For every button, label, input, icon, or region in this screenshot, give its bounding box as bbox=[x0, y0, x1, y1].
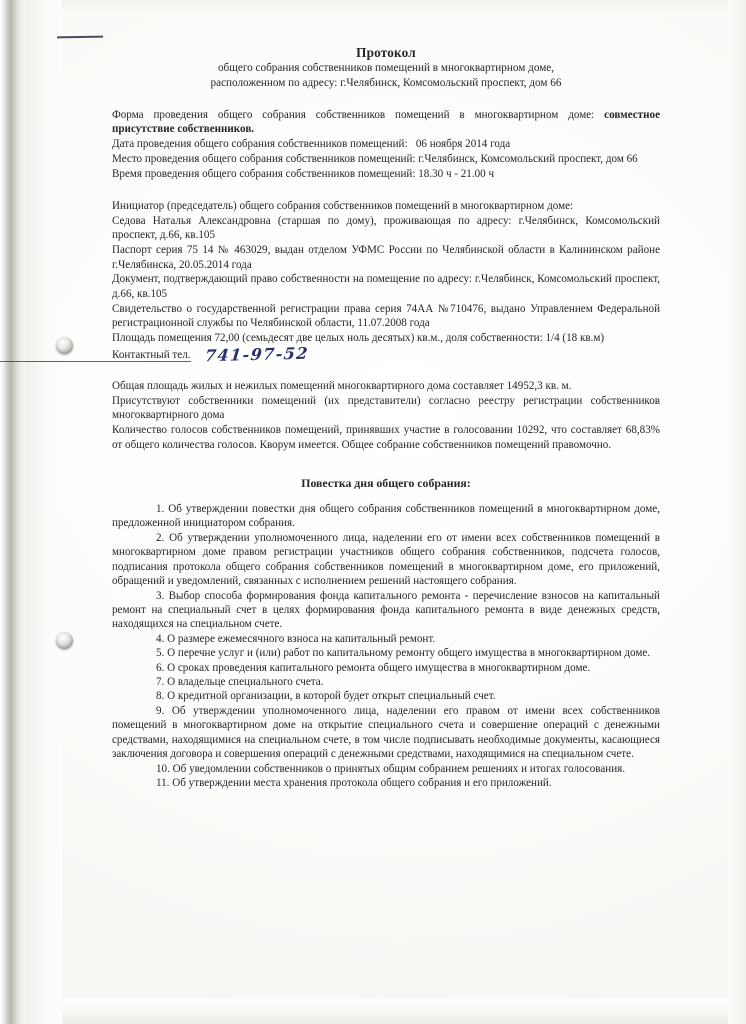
document-subtitle-line1: общего собрания собственников помещений в многоквартирном доме, bbox=[217, 62, 555, 75]
agenda-item-text: Об утверждении уполномоченного лица, наделении его от имени всех собственников помещений в многоквартирном доме правом регистрации участников общего собрания собственников, подсчета голосов, подписания протокола общего собрания собственников помещений в многоквартирном доме, его приложений, обращений и уведомлений, связанных с исполнением решений настоящего собрания. bbox=[112, 531, 660, 588]
meeting-date-row bbox=[112, 137, 660, 151]
meeting-details-block bbox=[112, 108, 660, 182]
agenda-item-text: О кредитной организации, в которой будет открыт специальный счет. bbox=[164, 690, 496, 703]
contact-phone-label: Контактный тел. bbox=[112, 348, 191, 361]
meeting-form-label: Форма проведения общего собрания собственников помещений в многоквартирном доме: bbox=[112, 108, 595, 121]
agenda-item bbox=[112, 762, 660, 776]
meeting-form-row bbox=[112, 108, 660, 137]
hole-punch-icon bbox=[56, 632, 73, 649]
agenda-item-number: 7. bbox=[156, 676, 165, 689]
agenda-item-number: 10. bbox=[156, 762, 170, 775]
meeting-time-value: 18.30 ч - 21.00 ч bbox=[418, 167, 495, 180]
agenda-item-number: 5. bbox=[156, 647, 165, 660]
meeting-place-row bbox=[112, 152, 660, 166]
agenda-item bbox=[112, 531, 660, 589]
agenda-item-number: 1. bbox=[156, 502, 165, 515]
page-title: Протокол bbox=[356, 45, 416, 60]
agenda-item-number: 2. bbox=[156, 531, 165, 544]
meeting-time-label: Время проведения общего собрания собственников помещений: bbox=[112, 167, 416, 180]
agenda-item bbox=[112, 646, 660, 660]
agenda-item-text: Об уведомлении собственников о принятых общим собранием решениях и итогах голосования. bbox=[169, 762, 626, 775]
meeting-date-value: 06 ноября 2014 года bbox=[415, 138, 511, 151]
meeting-date-label: Дата проведения общего собрания собственников помещений: bbox=[112, 138, 408, 151]
agenda-item-number: 8. bbox=[156, 690, 165, 703]
initiator-block bbox=[112, 199, 660, 366]
agenda-item-number: 11. bbox=[156, 777, 170, 789]
agenda-heading: Повестка дня общего собрания: bbox=[301, 475, 471, 490]
contact-phone-handwritten-value: 741-97-52 bbox=[203, 343, 310, 366]
contact-phone-underline bbox=[0, 348, 191, 362]
initiator-intro: Инициатор (председатель) общего собрания собственников помещений в многоквартирном доме: bbox=[112, 199, 574, 212]
meeting-place-value: г.Челябинск, Комсомольский проспект, дом 66 bbox=[418, 152, 638, 165]
agenda-list bbox=[112, 502, 660, 790]
votes-row: Количество голосов собственников помещений, принявших участие в голосовании 10292, что составляет 68,83% от общего количества голосов. Кворум имеется. Общее собрание собственников помещений правомочно. bbox=[112, 424, 660, 451]
attendance-row: Присутствуют собственники помещений (их представители) согласно реестру регистрации собственников многоквартирного дома bbox=[112, 394, 660, 422]
agenda-item-text: Выбор способа формирования фонда капитального ремонта - перечисление взносов на капитальный ремонт на специальный счет в целях формирования фонда капитального ремонта в виде денежных средств, находящихся на специальном счете. bbox=[112, 589, 660, 631]
agenda-item-text: О размере ежемесячного взноса на капитальный ремонт. bbox=[164, 632, 436, 645]
meeting-form-value: совместное присутствие собственников. bbox=[112, 108, 660, 136]
agenda-item bbox=[112, 776, 660, 790]
agenda-item-text: О владельце специального счета. bbox=[164, 676, 324, 689]
agenda-item-number: 4. bbox=[156, 632, 165, 645]
paper-edge-right bbox=[728, 0, 746, 1024]
contact-phone-row bbox=[112, 343, 660, 366]
agenda-item-number: 3. bbox=[156, 589, 165, 602]
agenda-item bbox=[112, 661, 660, 675]
initiator-passport: Паспорт серия 75 14 № 463029, выдан отделом УФМС России по Челябинской области в Калининском районе г.Челябинска, 20.05.2014 года bbox=[112, 244, 660, 271]
agenda-item-number: 9. bbox=[156, 704, 165, 717]
meeting-time-row bbox=[112, 167, 660, 181]
agenda-item-text: Об утверждении повестки дня общего собрания собственников помещений в многоквартирном доме, предложенной инициатором собрания. bbox=[112, 502, 660, 530]
agenda-item-text: О перечне услуг и (или) работ по капитальному ремонту общего имущества в многоквартирном доме. bbox=[164, 647, 651, 660]
quorum-block bbox=[112, 379, 660, 452]
agenda-item-number: 6. bbox=[156, 661, 165, 674]
agenda-item-text: Об утверждении уполномоченного лица, наделении его правом от имени всех собственников помещений в многоквартирном доме на открытие специального счета и совершение операций с денежными средствами, находящимися на специальном счете, в том числе подписывать необходимые документы, касающиеся заключения договора и совершения операций с денежными средствами, находящимися на специальном счете. bbox=[112, 704, 660, 761]
agenda-item bbox=[112, 632, 660, 646]
agenda-item bbox=[112, 675, 660, 689]
agenda-item bbox=[112, 704, 660, 762]
agenda-item bbox=[112, 502, 660, 531]
total-area-row: Общая площадь жилых и нежилых помещений многоквартирного дома составляет 14952,3 кв. м. bbox=[112, 380, 572, 393]
paper-edge-bottom bbox=[60, 998, 746, 1024]
initiator-name-address: Седова Наталья Александровна (старшая по дому), проживающая по адресу: г.Челябинск, Комсомольский проспект, д.66, кв.105 bbox=[112, 214, 660, 242]
initiator-ownership-document: Документ, подтверждающий право собственности на помещение по адресу: г.Челябинск, Комсомольский проспект, д.66, кв.105 bbox=[112, 273, 660, 300]
agenda-item bbox=[112, 689, 660, 703]
initiator-area: Площадь помещения 72,00 (семьдесят две целых ноль десятых) кв.м., доля собственности: 1/4 (18 кв.м) bbox=[112, 332, 605, 345]
paper-edge-top bbox=[60, 0, 746, 16]
agenda-item-text: О сроках проведения капитального ремонта общего имущества в многоквартирном доме. bbox=[164, 661, 591, 674]
agenda-item-text: Об утверждении места хранения протокола общего собрания и его приложений. bbox=[169, 777, 552, 789]
document-body bbox=[112, 44, 660, 790]
scanner-edge-shadow bbox=[0, 0, 26, 1024]
meeting-place-label: Место проведения общего собрания собственников помещений: bbox=[112, 152, 416, 165]
scanner-edge-falloff bbox=[26, 0, 62, 1024]
document-subtitle-line2: расположенном по адресу: г.Челябинск, Комсомольский проспект, дом 66 bbox=[210, 76, 562, 89]
initiator-certificate: Свидетельство о государственной регистрации права серия 74АА №710476, выдано Управлением Федеральной регистрационной службы по Челябинской области, 11.07.2008 года bbox=[112, 302, 660, 330]
agenda-item bbox=[112, 589, 660, 632]
